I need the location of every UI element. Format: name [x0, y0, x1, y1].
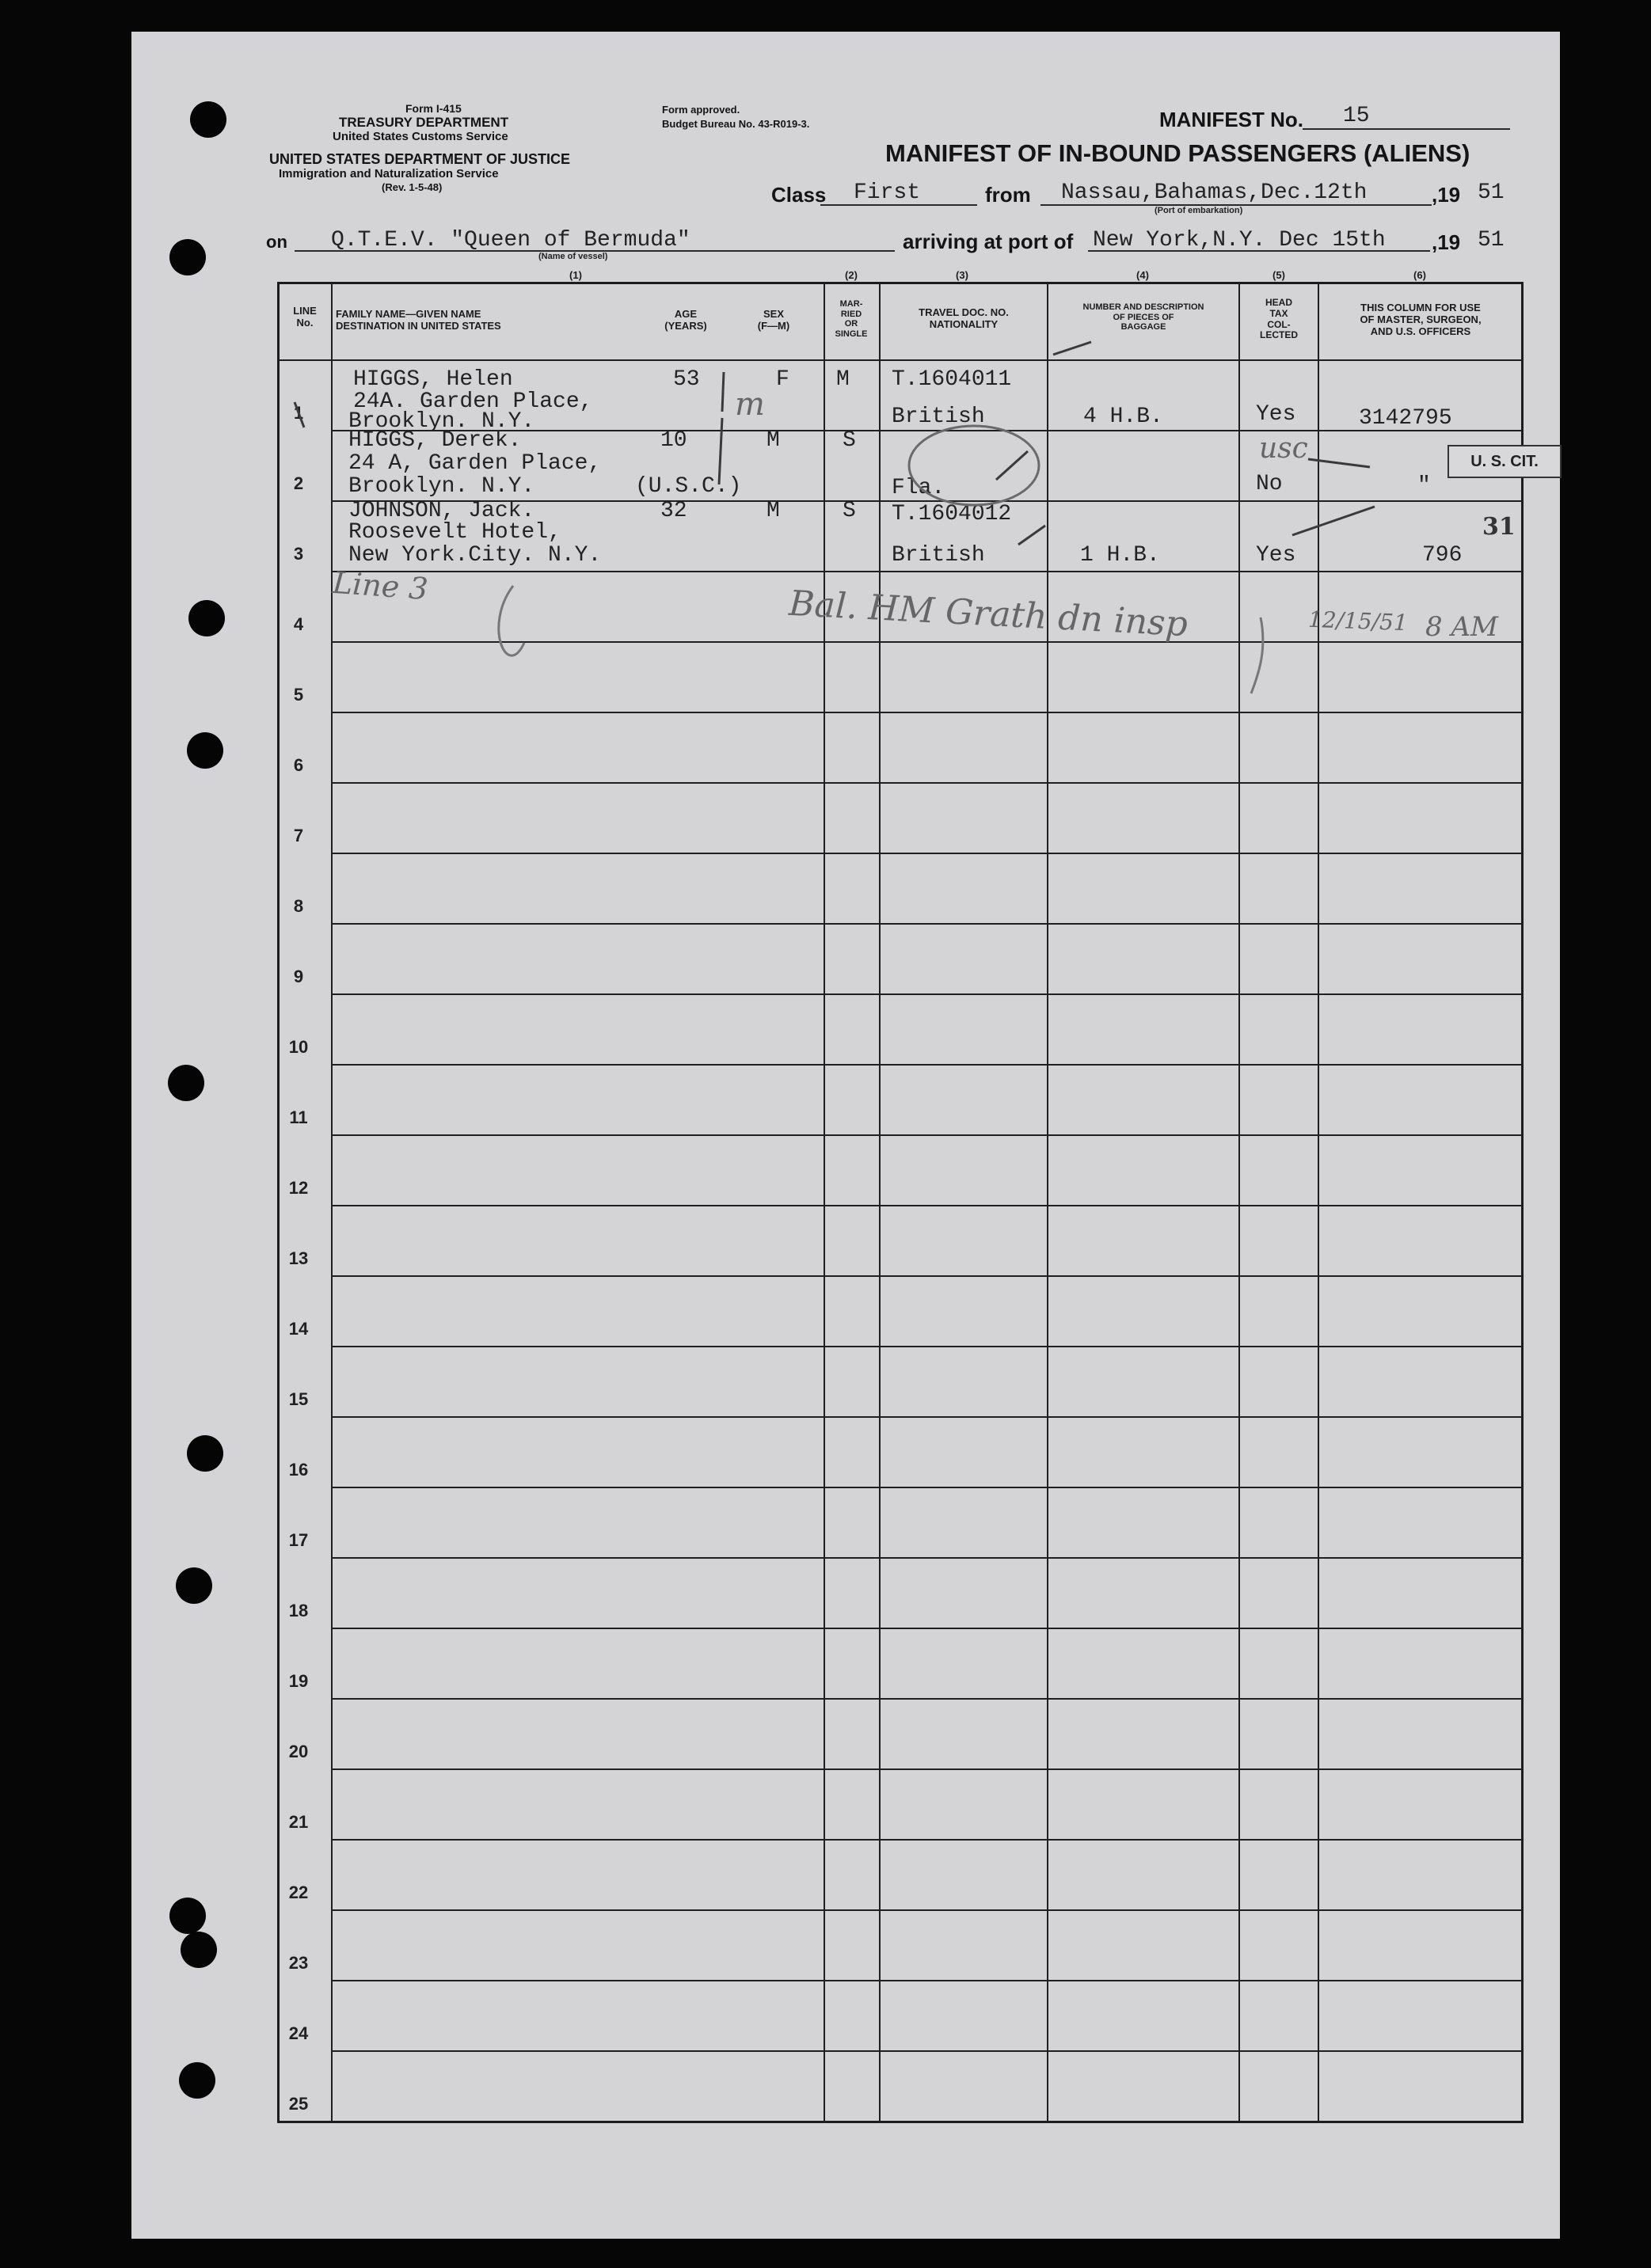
line-number: 22 — [288, 1882, 309, 1902]
passenger-2-marital: S — [843, 428, 856, 453]
col-number-5: (5) — [1272, 269, 1285, 281]
row-rule — [331, 782, 1522, 784]
binder-hole — [187, 732, 223, 769]
line-number: 25 — [288, 2094, 309, 2114]
line-number: 3 — [293, 544, 304, 564]
on-label: on — [266, 232, 287, 252]
row-rule — [331, 853, 1522, 854]
line-number: 11 — [289, 1107, 308, 1127]
form-approved: Form approved. — [662, 104, 740, 116]
header-officers: THIS COLUMN FOR USE OF MASTER, SURGEON, AND U.S. OFFICERS — [1360, 302, 1482, 337]
row-rule — [331, 1346, 1522, 1347]
handwritten-inspector-annotation: Bal. HM Grath dn insp — [788, 583, 1189, 645]
passenger-2-name: HIGGS, Derek. — [348, 428, 522, 453]
col-divider-line — [331, 282, 333, 2123]
arriving-label: arriving at port of — [903, 230, 1074, 253]
margin-page-number: 31 — [1482, 513, 1516, 541]
handwritten-line-note: Line 3 — [331, 564, 429, 607]
passenger-1-nationality: British — [892, 405, 985, 429]
col-number-4: (4) — [1136, 269, 1149, 281]
line-number: 21 — [288, 1812, 309, 1832]
manifest-no-line — [1303, 128, 1510, 130]
col-number-2: (2) — [845, 269, 858, 281]
port-caption: (Port of embarkation) — [1155, 206, 1243, 215]
row-rule — [331, 1205, 1522, 1206]
binder-hole — [169, 239, 206, 275]
passenger-3-sex: M — [767, 499, 780, 523]
line-number: 6 — [293, 755, 304, 775]
binder-hole — [168, 1065, 204, 1101]
row-rule — [331, 1557, 1522, 1559]
revision: (Rev. 1-5-48) — [382, 181, 443, 193]
year-value-1: 51 — [1478, 180, 1505, 205]
passenger-3-address-1: Roosevelt Hotel, — [348, 520, 561, 545]
line-number: 23 — [288, 1953, 309, 1973]
handwritten-sex-mark: m — [735, 386, 765, 423]
us-citizen-stamp: U. S. CIT. — [1447, 445, 1562, 478]
treasury-department: TREASURY DEPARTMENT — [339, 115, 509, 130]
passenger-3-nationality: British — [892, 543, 985, 568]
passenger-2-address-1: 24 A, Garden Place, — [348, 451, 602, 476]
binder-hole — [181, 1932, 217, 1968]
row-rule — [331, 1909, 1522, 1911]
passenger-1-address-2: Brooklyn. N.Y. — [348, 409, 535, 434]
manifest-title: MANIFEST OF IN-BOUND PASSENGERS (ALIENS) — [885, 139, 1470, 167]
class-label: Class — [771, 183, 827, 207]
year-prefix-1: ,19 — [1432, 183, 1461, 207]
line-number: 24 — [288, 2023, 309, 2043]
passenger-1-officer-number: 3142795 — [1359, 406, 1452, 431]
passenger-3-marital: S — [843, 499, 856, 523]
binder-hole — [176, 1567, 212, 1604]
row-rule — [331, 571, 1522, 572]
header-family-name: FAMILY NAME—GIVEN NAME DESTINATION IN UNITED STATES — [336, 308, 501, 332]
passenger-1-name: HIGGS, Helen — [353, 367, 513, 392]
line-number: 20 — [288, 1742, 309, 1761]
passenger-2-age: 10 — [660, 428, 687, 453]
line-number: 18 — [288, 1601, 309, 1620]
line-number: 4 — [293, 614, 304, 634]
vessel-caption: (Name of vessel) — [538, 252, 608, 261]
col-number-3: (3) — [956, 269, 968, 281]
line-number: 17 — [288, 1530, 309, 1550]
col-divider-tax — [1318, 282, 1319, 2123]
col-divider-baggage — [1238, 282, 1240, 2123]
from-label: from — [985, 183, 1031, 207]
header-head-tax: HEAD TAX COL- LECTED — [1260, 297, 1298, 341]
col-divider-married — [879, 282, 881, 2123]
passenger-3-travel-doc: T.1604012 — [892, 502, 1012, 526]
passenger-3-address-2: New York.City. N.Y. — [348, 543, 602, 568]
line-number: 12 — [288, 1178, 309, 1198]
row-rule — [331, 993, 1522, 995]
line-number: 9 — [293, 967, 304, 986]
row-rule — [331, 1698, 1522, 1700]
line-number: 19 — [288, 1671, 309, 1691]
handwritten-time: 8 AM — [1425, 611, 1498, 643]
line-number: 1 — [293, 403, 304, 423]
budget-bureau-no: Budget Bureau No. 43-R019-3. — [662, 118, 810, 130]
passenger-3-baggage: 1 H.B. — [1080, 543, 1160, 568]
line-number: 2 — [293, 473, 304, 493]
line-number: 5 — [293, 685, 304, 705]
col-number-1: (1) — [569, 269, 582, 281]
passenger-3-name: JOHNSON, Jack. — [348, 499, 535, 523]
binder-hole — [187, 1435, 223, 1472]
passenger-3-age: 32 — [660, 499, 687, 523]
row-rule — [331, 1768, 1522, 1770]
passenger-2-officer-mark: " — [1417, 473, 1431, 498]
passenger-2-nationality: Fla. — [892, 476, 945, 500]
row-rule — [331, 1275, 1522, 1277]
arriving-line — [1088, 250, 1430, 252]
binder-hole — [190, 101, 226, 138]
passenger-2-address-2: Brooklyn. N.Y. — [348, 474, 535, 499]
ins-name: Immigration and Naturalization Service — [279, 167, 499, 180]
binder-hole — [179, 2062, 215, 2099]
row-rule — [331, 1628, 1522, 1629]
year-value-2: 51 — [1478, 228, 1505, 253]
passenger-1-marital: M — [836, 367, 850, 392]
line-number: 7 — [293, 826, 304, 845]
department-of-justice: UNITED STATES DEPARTMENT OF JUSTICE — [269, 151, 571, 167]
class-value: First — [854, 180, 921, 205]
row-rule — [331, 1839, 1522, 1841]
line-number: 14 — [288, 1319, 309, 1339]
line-number: 16 — [288, 1460, 309, 1480]
row-rule — [331, 1064, 1522, 1066]
line-number: 15 — [288, 1389, 309, 1409]
row-rule — [331, 1134, 1522, 1136]
passenger-1-travel-doc: T.1604011 — [892, 367, 1012, 392]
passenger-2-sex: M — [767, 428, 780, 453]
header-travel-doc: TRAVEL DOC. NO. NATIONALITY — [919, 306, 1009, 330]
line-number: 13 — [288, 1248, 309, 1268]
handwritten-usc-note: usc — [1259, 432, 1308, 465]
form-number: Form I-415 — [405, 102, 462, 115]
table-header-bottom — [279, 359, 1522, 361]
binder-hole — [169, 1898, 206, 1934]
header-line-no: LINE No. — [293, 305, 317, 329]
year-prefix-2: ,19 — [1432, 230, 1461, 254]
line-number: 10 — [288, 1037, 309, 1057]
header-married-single: MAR- RIED OR SINGLE — [835, 299, 868, 339]
arriving-value: New York,N.Y. Dec 15th — [1093, 228, 1386, 253]
passenger-2-status: (U.S.C.) — [635, 474, 742, 499]
from-value: Nassau,Bahamas,Dec.12th — [1061, 180, 1368, 205]
row-rule — [331, 712, 1522, 713]
vessel-value: Q.T.E.V. "Queen of Bermuda" — [331, 228, 690, 253]
passenger-1-address-1: 24A. Garden Place, — [353, 389, 593, 414]
row-rule — [331, 1487, 1522, 1488]
handwritten-date: 12/15/51 — [1307, 606, 1409, 636]
row-rule — [331, 2050, 1522, 2052]
col-divider-travel — [1047, 282, 1048, 2123]
row-rule — [331, 1416, 1522, 1418]
row-rule — [331, 923, 1522, 925]
row-rule — [331, 1980, 1522, 1981]
passenger-2-head-tax: No — [1256, 472, 1283, 496]
col-divider-name — [824, 282, 825, 2123]
binder-hole — [188, 600, 225, 636]
header-baggage: NUMBER AND DESCRIPTION OF PIECES OF BAGGAGE — [1082, 302, 1204, 332]
passenger-1-baggage: 4 H.B. — [1083, 405, 1163, 429]
col-number-6: (6) — [1413, 269, 1426, 281]
row-rule — [331, 641, 1522, 643]
header-age: AGE (YEARS) — [664, 308, 707, 332]
manifest-no-value: 15 — [1343, 104, 1370, 128]
passenger-1-age: 53 — [673, 367, 700, 392]
class-line — [820, 204, 977, 206]
header-sex: SEX (F—M) — [757, 308, 790, 332]
passenger-3-officer-number: 796 — [1422, 543, 1463, 568]
passenger-3-head-tax: Yes — [1256, 543, 1296, 568]
line-number: 8 — [293, 896, 304, 916]
customs-service: United States Customs Service — [333, 130, 508, 143]
passenger-1-sex: F — [776, 367, 789, 392]
passenger-1-head-tax: Yes — [1256, 402, 1296, 427]
manifest-no-label: MANIFEST No. — [1159, 108, 1303, 131]
